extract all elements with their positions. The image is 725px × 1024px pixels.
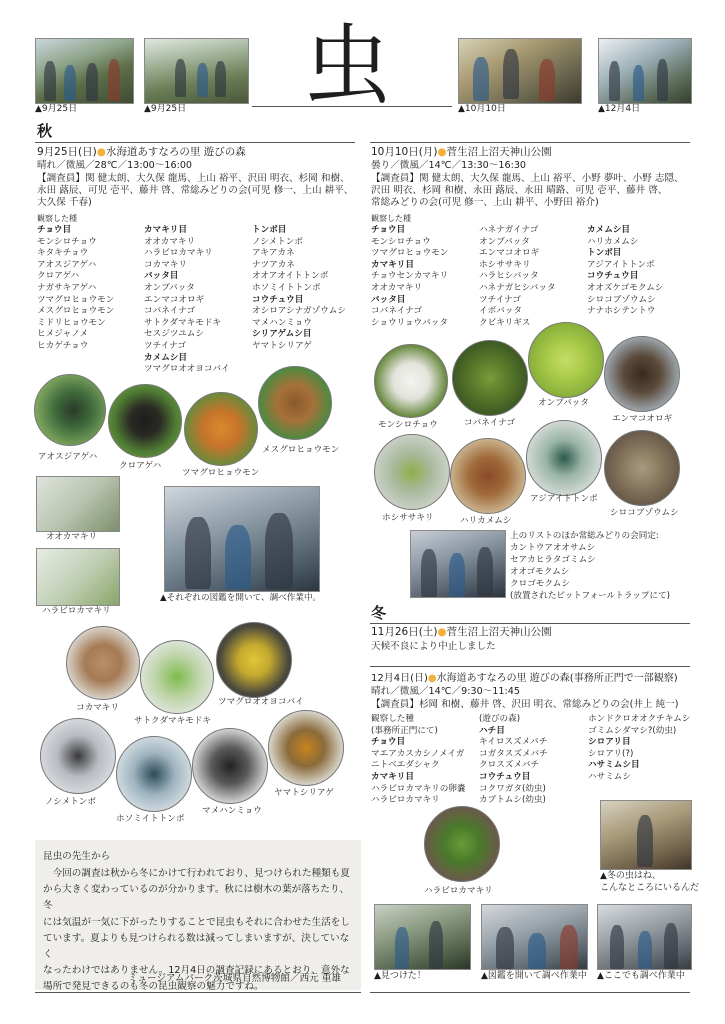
species-item: アキアカネ (252, 248, 295, 259)
insect-label: サトクダマキモドキ (134, 716, 212, 726)
species-item: オオカマキリ (371, 282, 423, 293)
species-item: 上のリストのほか常総みどりの会同定: (510, 531, 659, 541)
session1-species-col1 (37, 225, 114, 353)
insect-label: ハラビロカマキリ (42, 606, 111, 616)
species-item: ツマグロオオヨコバイ (144, 364, 230, 375)
session2-species-col2 (479, 225, 556, 329)
insect-label: ツマグロオオヨコバイ (218, 697, 304, 707)
session4-surveyors: 【調査員】杉岡 和樹、藤井 啓、沢田 明衣、常総みどりの会(井上 純一) (371, 699, 679, 710)
session2-weather: 曇り／微風／14℃／13:30～16:30 (371, 160, 527, 171)
session1-surveyors-line: 【調査員】関 健太朗、大久保 龍馬、上山 裕平、沢田 明衣、杉岡 和樹、 (37, 173, 350, 184)
insect-photo-harikamemushi (450, 438, 526, 514)
species-item: ハネナガヒシバッタ (479, 282, 556, 293)
insect-photo-onbubatta (528, 322, 604, 398)
bottom-rule (370, 992, 690, 993)
species-item: ノシメトンボ (252, 236, 303, 247)
species-item: クロスズメバチ (479, 760, 540, 771)
insect-photo-harabirokamakiri (36, 548, 120, 606)
winter-habitat-caption-line: こんなところにいるんだ (600, 883, 700, 893)
session2-surveyors-line: 常総みどりの会(可児 修一、上山 耕平、小野田 裕介) (371, 197, 599, 209)
session1-species-col2 (144, 225, 230, 376)
species-item: ホシササキリ (479, 259, 531, 270)
species-item: ミドリヒョウモン (37, 317, 106, 328)
insect-label: エンマコオロギ (612, 414, 673, 424)
insect-photo-hoshisasakiri (374, 434, 450, 510)
species-item: カントウアオオサムシ (510, 543, 596, 553)
species-item: サトクダマキモドキ (144, 317, 222, 328)
insect-label: メスグロヒョウモン (262, 445, 340, 455)
species-order: カメムシ目 (144, 352, 187, 363)
work-photo-caption: ▲それぞれの図鑑を開いて、調べ作業中。 (160, 593, 322, 603)
top-photo-3 (458, 38, 582, 104)
species-order: トンボ目 (587, 248, 622, 259)
session2-species-col1 (371, 225, 448, 329)
top-photo-4-caption: ▲12月4日 (598, 104, 641, 114)
species-item: オオカマキリ (144, 236, 196, 247)
insect-label: ホソミイトトンボ (116, 814, 185, 824)
insect-photo-mesugurohyoumon (258, 366, 332, 440)
species-item: オオアオイトトンボ (252, 271, 329, 282)
insect-label: マメハンミョウ (202, 806, 262, 816)
species-item: ニトベエダシャク (371, 760, 440, 771)
session1-dot-icon: ● (96, 146, 106, 158)
bottom-photo-found (374, 904, 471, 970)
species-item: ハラビロカマキリ (144, 248, 213, 259)
species-item: オオゴモクムシ (510, 567, 570, 577)
top-photo-1-caption: ▲9月25日 (35, 104, 78, 114)
top-photo-2-caption: ▲9月25日 (144, 104, 187, 114)
species-item: ヒカゲチョウ (37, 340, 89, 351)
species-item: ツマグロヒョウモン (37, 294, 115, 305)
insect-photo-tsumagurooyokobai (216, 622, 292, 698)
winter-habitat-caption-line: ▲冬の虫はね、 (600, 871, 661, 881)
species-order: トンボ目 (252, 225, 287, 235)
insect-label: オンブバッタ (538, 398, 589, 408)
species-order: カマキリ目 (371, 259, 414, 270)
species-item: アオスジアゲハ (37, 259, 97, 270)
species-item: シロアリ(?) (588, 748, 634, 759)
top-photo-2 (144, 38, 249, 104)
insect-photo-winter-harabirokamakiri (424, 806, 500, 882)
message-title: 昆虫の先生から (43, 851, 111, 862)
title-rule (252, 106, 452, 107)
session1-header (37, 146, 246, 159)
session1-date: 9月25日(日) (37, 146, 97, 158)
species-order: ハサミムシ目 (588, 760, 640, 771)
insect-photo-ajiaitotonbo (526, 420, 602, 496)
page-title: 虫 (303, 14, 392, 117)
session4-species-col2 (479, 714, 548, 807)
insect-photo-mamehanmyou (192, 728, 268, 804)
session3-place: 菅生沼上沼天神山公園 (446, 626, 552, 638)
session4-weather: 晴れ／微風／14℃／9:30～11:45 (371, 686, 520, 697)
message-line: から大きく変わっているのが分かります。秋には樹木の葉が落ちたり、冬 (43, 884, 350, 912)
species-item: ゴミムシダマシ?(幼虫) (588, 725, 677, 736)
species-item: イボバッタ (479, 306, 522, 317)
session4-place: 水海道あすなろの里 遊びの森(事務所正門で一部観察) (436, 673, 678, 684)
insect-photo-kobaneinago (452, 340, 528, 416)
winter-habitat-caption (600, 870, 699, 894)
species-item: ハリカメムシ (587, 236, 639, 247)
session2-observed-label: 観察した種 (371, 214, 411, 223)
species-order: カメムシ目 (587, 225, 630, 235)
species-order: チョウ目 (371, 225, 406, 235)
species-item: ハラビロカマキリの卵嚢 (371, 783, 466, 794)
species-item: キタキチョウ (37, 248, 89, 259)
species-item: モンシロチョウ (37, 236, 97, 247)
species-item: オオズケゴモクムシ (587, 282, 664, 293)
species-item: 観察した種 (371, 714, 414, 724)
bottom-photo-here (597, 904, 692, 970)
species-order: ハチ目 (479, 725, 505, 736)
session1-place: 水海道あすなろの里 遊びの森 (105, 146, 246, 158)
message-author: ミュージアムパーク茨城県自然博物館／西元 重雄 (127, 973, 341, 984)
winter-rule (370, 623, 690, 624)
species-item: ホソミイトトンボ (252, 282, 321, 293)
insect-label: ノシメトンボ (45, 797, 96, 807)
session2-place: 菅生沼上沼天神山公園 (446, 146, 552, 158)
species-item: コバネイナゴ (371, 306, 423, 317)
species-item: オンブバッタ (144, 282, 195, 293)
species-item: クロゴモクムシ (510, 579, 570, 589)
species-item: クビキリギス (479, 317, 531, 328)
message-line: 場所で発見できるのも冬の昆虫観察の魅力ですね。 (43, 981, 264, 993)
species-item: アジアイトトンボ (587, 259, 655, 270)
insect-photo-shirokobuzoumushi (604, 430, 680, 506)
species-order: コウチュウ目 (587, 271, 639, 282)
insect-label: ヤマトシリアゲ (274, 788, 334, 798)
insect-photo-noshimetonbo (40, 718, 116, 794)
species-order: シロアリ目 (588, 737, 631, 748)
species-item: (事務所正門にて) (371, 725, 438, 736)
winter-insect-label: ハラビロカマキリ (424, 886, 493, 896)
species-item: セアカヒラタゴミムシ (510, 555, 596, 565)
session1-surveyors-line: 大久保 千春) (37, 197, 92, 209)
session4-species-col3 (588, 714, 690, 784)
species-order: バッタ目 (144, 271, 179, 282)
bottom-photo-books-caption: ▲図鑑を開いて調べ作業中 (481, 971, 587, 981)
species-item: オンブバッタ (479, 236, 530, 247)
insect-photo-tsumagurohyoumon (184, 392, 258, 466)
session4-header (371, 672, 678, 685)
message-line: 今回の調査は秋から冬にかけて行われており、見つけられた種類も夏 (52, 868, 350, 879)
species-item: ツチイナゴ (479, 294, 522, 305)
session3-rule (370, 666, 690, 667)
species-item: モンシロチョウ (371, 236, 431, 247)
species-item: コカマキリ (144, 259, 187, 270)
top-photo-4 (598, 38, 692, 104)
winter-heading: 冬 (371, 604, 387, 622)
species-item: ホンドクロオオクチキムシ (588, 714, 691, 724)
insect-label: シロコブゾウムシ (610, 508, 679, 518)
insect-photo-ookamakiri (36, 476, 120, 532)
species-item: チョウセンカマキリ (371, 271, 449, 282)
species-item: キイロスズメバチ (479, 737, 548, 748)
session3-header (371, 626, 552, 639)
species-item: ナナホシテントウ (587, 306, 656, 317)
winter-habitat-photo (600, 800, 692, 870)
insect-label: アオスジアゲハ (38, 452, 98, 462)
species-order: コウチュウ目 (479, 771, 531, 782)
species-item: マエアカスカシノメイガ (371, 748, 465, 759)
species-item: メスグロヒョウモン (37, 306, 115, 317)
species-order: シリアゲムシ目 (252, 329, 312, 340)
species-item: オシロアシナガゾウムシ (252, 306, 346, 317)
insect-label: コカマキリ (76, 703, 119, 713)
message-line: ています。夏よりも見つけられる数は減ってしまいますが、決していなく (43, 932, 350, 961)
species-item: ナツアカネ (252, 259, 295, 270)
species-item: コバネイナゴ (144, 306, 196, 317)
message-line: には気温が一気に下がったりすることで昆虫もそれに合わせた生活をし (43, 916, 350, 928)
top-photo-3-caption: ▲10月10日 (458, 104, 506, 114)
session4-date: 12月4日(日) (371, 673, 428, 684)
insect-label: ホシササキリ (382, 513, 434, 523)
species-item: ショウリョウバッタ (371, 317, 448, 328)
message-line: なったわけではありません。12月4日の調査記録にあるとおり、意外な (43, 965, 350, 977)
session3-note: 天候不良により中止しました (371, 641, 496, 652)
species-item: ハサミムシ (588, 771, 631, 782)
work-photo (164, 486, 320, 592)
session1-surveyors (37, 173, 357, 210)
species-order: バッタ目 (371, 294, 406, 305)
autumn-heading: 秋 (37, 122, 53, 140)
bottom-photo-books (481, 904, 588, 970)
species-item: カブトムシ(幼虫) (479, 795, 546, 806)
species-item: (遊びの森) (479, 714, 521, 724)
species-item: ツマグロヒョウモン (371, 248, 449, 259)
species-order: チョウ目 (371, 737, 406, 748)
species-item: シロコブゾウムシ (587, 294, 656, 305)
species-item: (放置されたピットフォールトラップにて) (510, 591, 671, 601)
insect-label: クロアゲハ (119, 461, 162, 471)
insect-photo-kokamakiri (66, 626, 140, 700)
species-item: ヒメジャノメ (37, 329, 89, 340)
teacher-message-box (35, 840, 361, 993)
insect-photo-hosomiitotonbo (116, 736, 192, 812)
session2-surveyors (371, 173, 691, 210)
insect-photo-kuroageha (108, 384, 182, 458)
session1-surveyors-line: 永田 蕗辰、可児 壱平、藤井 啓、常総みどりの会(可児 修一、上山 耕平、 (37, 185, 354, 197)
insect-label: モンシロチョウ (378, 420, 438, 430)
species-order: カマキリ目 (371, 771, 414, 782)
session3-dot-icon: ● (437, 626, 447, 638)
session2-extra-list (510, 530, 670, 602)
insect-photo-enmakoorogi (604, 336, 680, 412)
insect-photo-aosujiageha (34, 374, 106, 446)
species-item: ハラヒシバッタ (479, 271, 539, 282)
bottom-photo-here-caption: ▲ここでも調べ作業中 (597, 971, 685, 981)
insect-label: ハリカメムシ (460, 516, 512, 526)
session3-date: 11月26日(土) (371, 626, 438, 638)
session4-species-col1 (371, 714, 466, 807)
trap-photo (410, 530, 506, 598)
autumn-rule-left (35, 142, 355, 143)
bottom-photo-found-caption: ▲見つけた！ (374, 971, 426, 981)
session1-weather: 晴れ／微風／28℃／13:00～16:00 (37, 160, 193, 171)
species-item: クロアゲハ (37, 271, 80, 282)
session2-species-col3 (587, 225, 663, 318)
species-order: コウチュウ目 (252, 294, 304, 305)
autumn-rule-right (370, 142, 690, 143)
insect-photo-satokudamakimodoki (140, 640, 214, 714)
species-item: エンマコオロギ (479, 248, 540, 259)
species-item: ナガサキアゲハ (37, 282, 97, 293)
session2-surveyors-line: 沢田 明衣、杉岡 和樹、永田 蕗辰、永田 晴路、可児 壱平、藤井 啓、 (371, 185, 668, 197)
species-item: コクワガタ(幼虫) (479, 783, 546, 794)
species-item: ハラビロカマキリ (371, 795, 440, 806)
species-item: コガタスズメバチ (479, 748, 548, 759)
top-photo-1 (35, 38, 134, 104)
insect-photo-yamatoshiriage (268, 710, 344, 786)
species-item: ハネナガイナゴ (479, 225, 539, 235)
species-item: ツチイナゴ (144, 340, 187, 351)
insect-photo-monshirochou (374, 344, 448, 418)
session2-header (371, 146, 552, 159)
session4-dot-icon: ● (427, 673, 437, 684)
session2-surveyors-line: 【調査員】関 健太朗、大久保 龍馬、上山 裕平、小野 夢叶、小野 志隠、 (371, 173, 684, 184)
species-order: チョウ目 (37, 225, 72, 235)
insect-label: アジアイトトンボ (530, 494, 598, 504)
species-item: ヤマトシリアゲ (252, 340, 312, 351)
insect-label: コバネイナゴ (464, 418, 516, 428)
session1-observed-label: 観察した種 (37, 214, 77, 223)
session1-species-col3 (252, 225, 346, 353)
insect-label: ツマグロヒョウモン (182, 468, 260, 478)
species-item: セスジツユムシ (144, 329, 204, 340)
species-order: カマキリ目 (144, 225, 187, 235)
species-item: マメハンミョウ (252, 317, 312, 328)
message-bottom-rule (35, 992, 361, 993)
insect-label: オオカマキリ (46, 532, 98, 542)
session2-dot-icon: ● (437, 146, 447, 158)
session2-date: 10月10日(月) (371, 146, 438, 158)
species-item: エンマコオロギ (144, 294, 205, 305)
